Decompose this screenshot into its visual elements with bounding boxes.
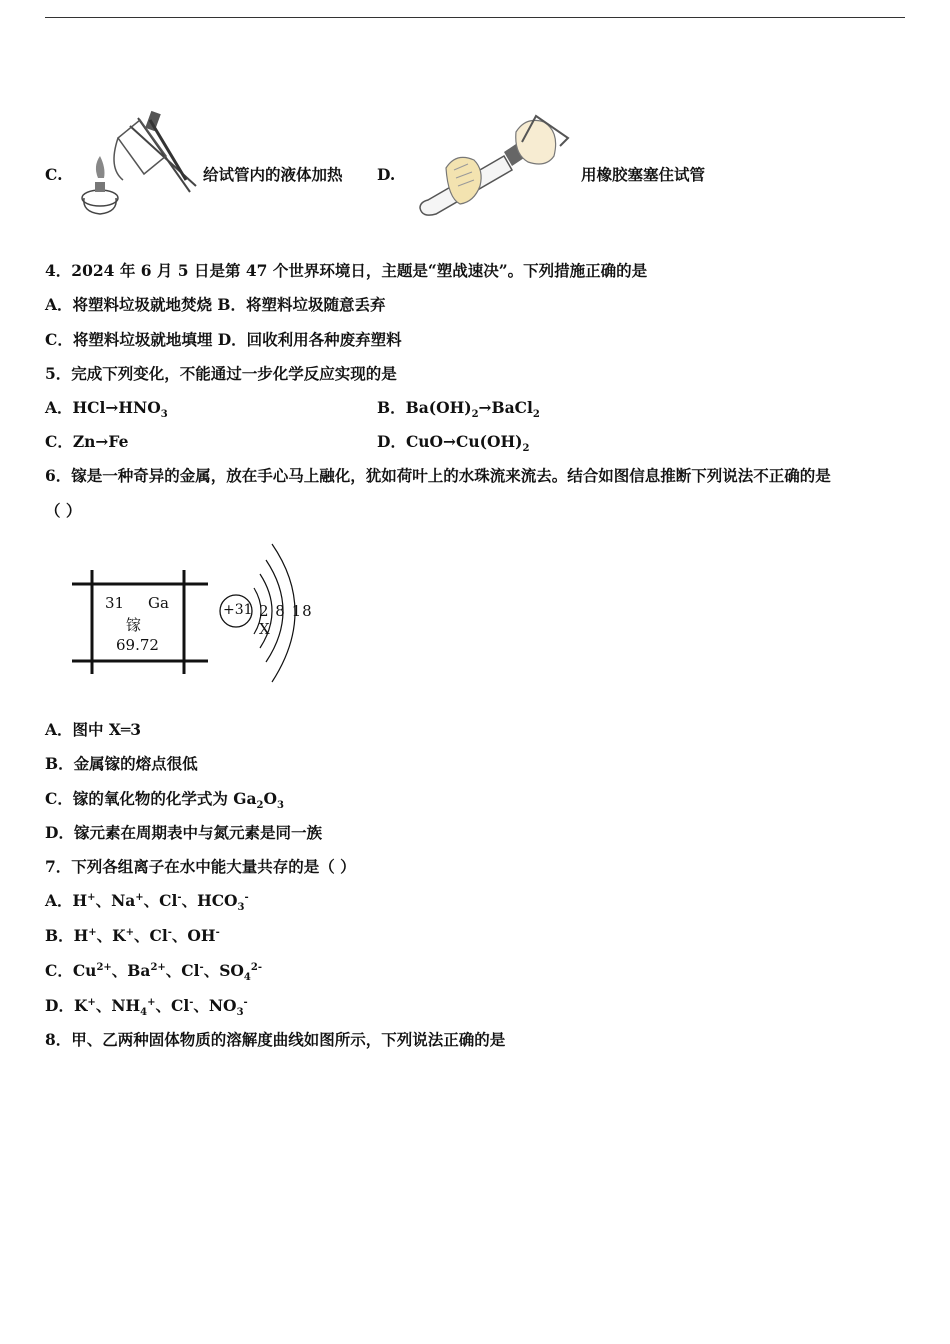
nucleus-charge: +31 — [223, 602, 253, 618]
stopper-test-tube-illustration — [408, 112, 576, 220]
q3-option-c-letter: C. — [45, 165, 63, 184]
q6-option-c: C．镓的氧化物的化学式为 $Ga_2O_3$ — [45, 789, 284, 812]
q6-option-a: A．图中 X═3 — [45, 720, 142, 739]
q4-options-row1: A．将塑料垃圾就地焚烧 B．将塑料垃圾随意丢弃 — [45, 295, 386, 314]
q7-option-a: A．H+、Na+、Cl-、$HCO_3^-$ — [45, 891, 249, 914]
q7-option-c: C．$Cu^{2+}$、$Ba^{2+}$、Cl-、$SO_4^{2-}$ — [45, 961, 262, 984]
heating-test-tube-illustration — [78, 108, 200, 218]
q5-option-c: C．Zn→Fe — [45, 432, 129, 451]
q6-stem: 6．镓是一种奇异的金属，放在手心马上融化，犹如荷叶上的水珠流来流去。结合如图信息推断下列说法不正确的是 — [45, 466, 831, 485]
atomic-mass: 69.72 — [116, 636, 159, 654]
q3-option-d-caption: 用橡胶塞塞住试管 — [581, 165, 706, 184]
header-rule — [45, 17, 905, 18]
element-name: 镓 — [126, 616, 142, 634]
q7-stem: 7．下列各组离子在水中能大量共存的是（ ） — [45, 857, 356, 876]
q6-stem-continued: （ ） — [45, 501, 82, 520]
q3-option-d-letter: D. — [377, 165, 396, 184]
q8-stem: 8．甲、乙两种固体物质的溶解度曲线如图所示，下列说法正确的是 — [45, 1030, 506, 1049]
q7-option-d: D．K+、$NH_4^+$、Cl-、$NO_3^-$ — [45, 996, 248, 1019]
q4-stem: 4．2024 年 6 月 5 日是第 47 个世界环境日，主题是“塑战速决”。下列措施正确的是 — [45, 261, 648, 280]
q3-option-c-caption: 给试管内的液体加热 — [203, 165, 343, 184]
q7-option-b: B．H+、K+、Cl-、OH- — [45, 926, 220, 945]
q5-stem: 5．完成下列变化，不能通过一步化学反应实现的是 — [45, 364, 397, 383]
atomic-number: 31 — [105, 594, 125, 612]
q6-option-d: D．镓元素在周期表中与氮元素是同一族 — [45, 823, 322, 842]
q5-option-b: B．$Ba(OH)_2\to BaCl_2$ — [377, 398, 540, 421]
electron-shells: 2 8 18 X — [259, 602, 313, 638]
q4-options-row2: C．将塑料垃圾就地填埋 D．回收利用各种废弃塑料 — [45, 330, 402, 349]
gallium-info-figure — [68, 536, 330, 692]
element-symbol: Ga — [148, 594, 169, 612]
q5-option-d: D．$CuO\to Cu(OH)_2$ — [377, 432, 530, 455]
q6-option-b: B．金属镓的熔点很低 — [45, 754, 198, 773]
q5-option-a: A．$HCl\to HNO_3$ — [45, 398, 168, 421]
